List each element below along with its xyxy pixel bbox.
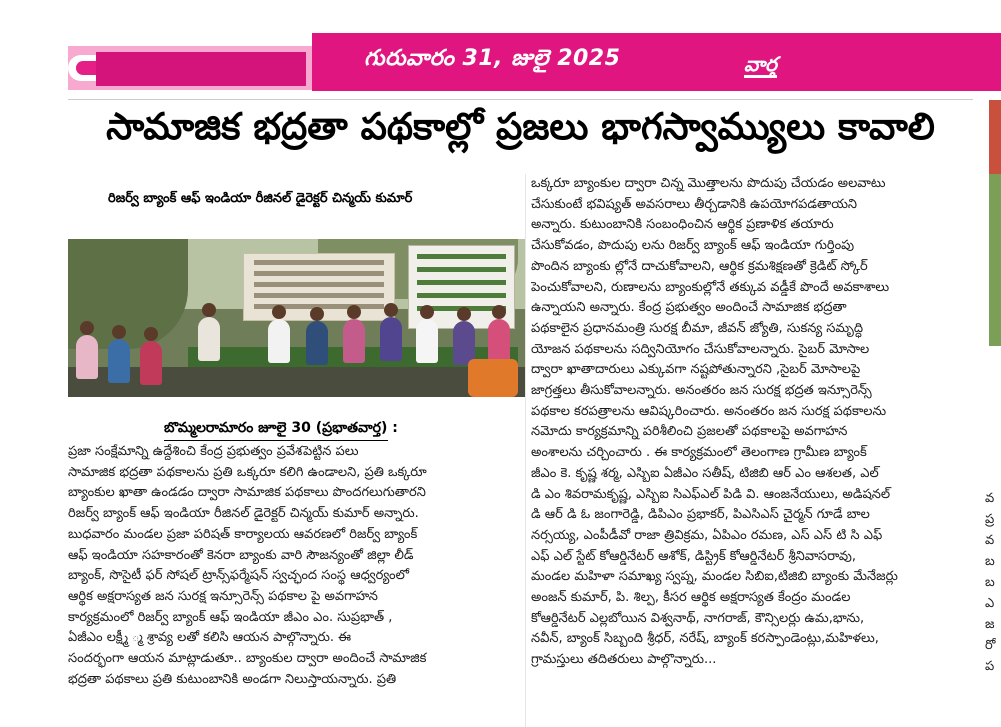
article-line: ఆర్థిక అక్షరాస్యత జన సురక్ష ఇన్సూరెన్స్ పథకాల పై అవగాహన xyxy=(68,588,378,604)
adjacent-column-fragment: బ xyxy=(985,575,995,590)
article-line: ఎఫ్ ఎల్ స్టేట్ కోఆర్డినేటర్ ఆశోక్, డిస్ట్రిక్ కోఆర్డినేటర్ శ్రీనివాసరావు, xyxy=(531,548,856,564)
article-line: బుధవారం మండల ప్రజా పరిషత్ కార్యాలయ ఆవరణలో రిజర్వ్ బ్యాంక్ xyxy=(68,526,418,542)
article-line: జీఎం కె. కృష్ణ శర్మ, ఎస్బిఐ ఏజీఎం సతీష్, టిజిబి ఆర్ ఎం ఆశలత, ఎల్ xyxy=(531,465,879,481)
photo-person-head xyxy=(347,305,361,319)
masthead-cap xyxy=(68,55,96,81)
article-line: కార్యక్రమంలో రిజర్వ్ బ్యాంక్ ఆఫ్ ఇండియా జీఎం ఎం. సుప్రభాత్ , xyxy=(68,609,393,625)
adjacent-column-fragment: జ xyxy=(985,617,995,632)
column-divider xyxy=(525,174,526,727)
adjacent-column-fragments xyxy=(985,488,1001,677)
article-line: ఆఫ్ ఇండియా సహకారంతో కెనరా బ్యాంకు వారి సౌజన్యంతో జిల్లా లీడ్ xyxy=(68,547,414,563)
masthead-date: గురువారం 31, జులై 2025 xyxy=(364,46,621,71)
adjacent-column-fragment: బ xyxy=(985,554,995,569)
photo-person-head xyxy=(80,321,94,335)
article-line: గ్రామస్తులు తదితరులు పాల్గొన్నారు... xyxy=(531,652,717,668)
masthead-brand: వార్త xyxy=(744,52,777,76)
photo-person xyxy=(198,317,220,361)
photo-person xyxy=(76,335,98,379)
article-line: ద్వారా ఖాతాదారులు ఎక్కువగా నష్టపోతున్నారని ,సైబర్ మోసాలపై xyxy=(531,362,861,378)
article-column-middle xyxy=(531,174,974,671)
headline: సామాజిక భద్రతా పథకాల్లో ప్రజలు భాగస్వామ్యులు కావాలి xyxy=(106,105,935,148)
photo-person-head xyxy=(272,305,286,319)
photo-person-head xyxy=(112,325,126,339)
headline-rule xyxy=(68,99,973,100)
article-line: కోఆర్డినేటర్ ఎల్లబోయిన విశ్వనాథ్, నాగరాజ్, కౌన్సిలర్లు ఉమ,భాను, xyxy=(531,610,865,626)
article-line: బ్యాంక్, సొసైటీ ఫర్ సోషల్ ట్రాన్స్‌ఫర్మేషన్ స్వచ్ఛంద సంస్థ ఆధ్వర్యంలో xyxy=(68,568,409,584)
article-line: ఏజీఎం లక్ష్మీ ్మ శ్రావ్య లతో కలిసి ఆయన పాల్గొన్నారు. ఈ xyxy=(68,630,352,646)
article-line: మండల మహిళా సమాఖ్య స్వప్న, మండల సిబిఐ,టిజిబి బ్యాంకు మేనేజర్లు xyxy=(531,569,898,585)
article-line: ప్రజా సంక్షేమాన్ని ఉద్దేశించి కేంద్ర ప్రభుత్వం ప్రవేశపెట్టిన పలు xyxy=(68,444,359,459)
photo-person xyxy=(306,321,328,365)
adjacent-column-fragment: ఎ xyxy=(985,596,995,611)
photo-person-head xyxy=(144,327,158,341)
article-line: డి ఎం శివరామకృష్ణ, ఎస్బిఐ సిఎఫ్ఎల్ పిడి వి. ఆంజనేయులు, అడిషనల్ xyxy=(531,486,891,502)
article-line: చేసుకోవడం, పొదుపు లను రిజర్వ్ బ్యాంక్ ఆఫ్ ఇండియా గుర్తింపు xyxy=(531,238,855,254)
article-line: సామాజిక భద్రతా పథకాలను ప్రతి ఒక్కరూ కలిగి ఉండాలని, ప్రతి ఒక్కరూ xyxy=(68,464,427,480)
photo-ground xyxy=(68,367,525,397)
photo-person xyxy=(343,319,365,363)
photo-person xyxy=(268,319,290,363)
photo-chair xyxy=(468,359,518,397)
article-line: నర్సయ్య, ఎంపీడీవో రాజా త్రివిక్రమ, ఏపిఎం రమణ, ఎస్ ఎస్ టి సి ఎఫ్ xyxy=(531,527,883,543)
byline: రిజర్వ్ బ్యాంక్ ఆఫ్ ఇండియా రీజినల్ డైరెక్టర్ చిన్మయ్ కుమార్ xyxy=(108,191,413,206)
article-line: అంశాలను చర్చించారు . ఈ కార్యక్రమంలో తెలంగాణ గ్రామీణ బ్యాంక్ xyxy=(531,445,867,461)
photo-person xyxy=(416,319,438,363)
photo-person-head xyxy=(457,307,471,321)
dateline: బొమ్మలరామారం జూలై 30 (ప్రభాతవార్త) : xyxy=(164,420,398,439)
adjacent-column-fragment: ప్ర xyxy=(985,512,995,527)
photo-person xyxy=(140,341,162,385)
article-line: యోజన పథకాలను సద్వినియోగం చేసుకోవాలన్నారు. సైబర్ మోసాల xyxy=(531,341,870,357)
article-line: జాగ్రత్తలు తీసుకోవాలన్నారు. అనంతరం జన సురక్ష భద్రత ఇన్సూరెన్స్ xyxy=(531,383,872,399)
article-line: అంజన్ కుమార్, పి. శిల్ప, కీసర ఆర్థిక అక్షరాస్యత కేంద్రం మండల xyxy=(531,590,851,606)
photo-person-head xyxy=(202,303,216,317)
article-line: బ్యాంకుల ఖాతా ఉండడం ద్వారా సామాజిక పథకాలు పొందగలుగుతారని xyxy=(68,485,426,501)
article-line: అన్నారు. కుటుంబానికి సంబంధించిన ఆర్థిక ప్రణాళిక తయారు xyxy=(531,217,834,233)
article-line: డి ఆర్ డి ఓ జంగారెడ్డి, డిపిఎం ప్రభాకర్, పిఎసిఎస్ చైర్మన్ గూడే బాల xyxy=(531,507,870,523)
article-line: నవీన్, బ్యాంక్ సిబ్బంది శ్రీధర్, నరేష్, బ్యాంక్ కరస్పాండెంట్లు,మహిళలు, xyxy=(531,631,879,647)
photo-person-head xyxy=(384,303,398,317)
article-line: పథకాల కరపత్రాలను ఆవిష్కరించారు. అనంతరం జన సురక్ష పథకాలను xyxy=(531,403,887,419)
photo-person xyxy=(380,317,402,361)
adjacent-column-fragment: వ xyxy=(985,533,995,548)
article-line: పొందిన బ్యాంకు ల్లోనే దాచుకోవాలని, ఆర్థిక క్రమశిక్షణతో క్రెడిట్ స్కోర్ xyxy=(531,258,868,274)
article-line: నమోదు కార్యక్రమాన్ని పరిశీలించి ప్రజలతో పథకాలపై అవగాహన xyxy=(531,424,848,440)
adjacent-photo-top xyxy=(989,100,1001,174)
article-line: రిజర్వ్ బ్యాంక్ ఆఫ్ ఇండియా రీజినల్ డైరెక్టర్ చిన్మయ్ కుమార్ అన్నారు. xyxy=(68,506,419,522)
masthead-accent xyxy=(96,52,306,86)
photo-person-head xyxy=(492,305,506,319)
article-line: ఒక్కరూ బ్యాంకుల ద్వారా చిన్న మొత్తాలను పొదుపు చేయడం అలవాటు xyxy=(531,176,886,191)
adjacent-photo xyxy=(989,174,1001,346)
article-line: ఉన్నాయని అన్నారు. కేంద్ర ప్రభుత్వం అందించే సామాజిక భద్రతా xyxy=(531,300,847,316)
photo-person-head xyxy=(310,307,324,321)
photo-person xyxy=(108,339,130,383)
photo-person-head xyxy=(420,305,434,319)
adjacent-column-fragment: ప xyxy=(985,659,995,674)
article-line: పథకాలైన ప్రధానమంత్రి సురక్ష బీమా, జీవన్ జ్యోతి, సుకన్య సమృద్ధి xyxy=(531,320,864,336)
article-line: పెంచుకోవాలని, రుణాలను బ్యాంకుల్లోనే తక్కువ వడ్డీకే పొందే అవకాశాలు xyxy=(531,279,890,295)
article-line: సందర్భంగా ఆయన మాట్లాడుతూ.. బ్యాంకుల ద్వారా అందించే సామాజిక xyxy=(68,651,427,667)
adjacent-column-fragment: వ xyxy=(985,491,995,506)
article-line: చేసుకుంటే భవిష్యత్ అవసరాలు తీర్చడానికి ఉపయోగపడతాయని xyxy=(531,196,858,212)
article-line: భద్రతా పథకాలు ప్రతి కుటుంబానికి అండగా నిలుస్తాయన్నారు. ప్రతి xyxy=(68,671,397,687)
article-column-left xyxy=(68,442,518,690)
adjacent-column-fragment: రో xyxy=(985,638,996,653)
event-photo xyxy=(68,239,525,397)
photo-person xyxy=(488,319,510,363)
